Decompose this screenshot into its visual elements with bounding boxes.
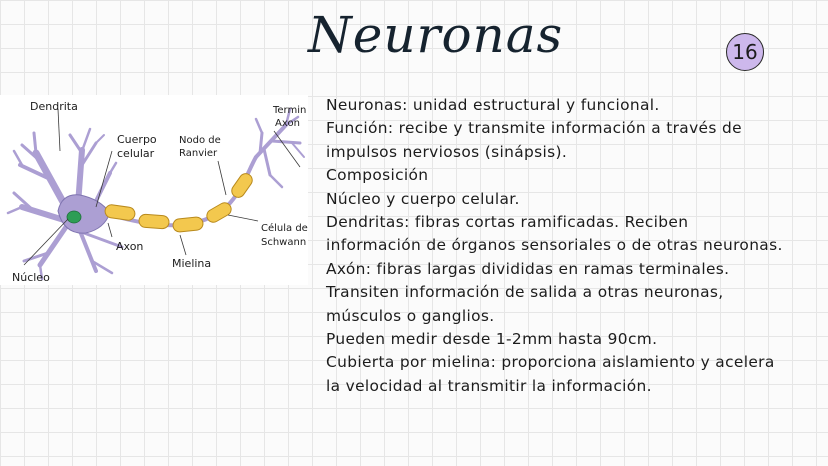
page-title: Neuronas [308,6,564,64]
nucleus [67,211,81,223]
label-terminal-2: Axon [275,118,300,129]
text-line: Transiten información de salida a otras neuronas, [326,283,724,302]
body-text [326,94,828,398]
label-cuerpo-celular-1: Cuerpo [117,133,157,146]
text-line: Axón: fibras largas divididas en ramas terminales. [326,259,730,278]
text-line: Composición [326,166,429,185]
text-line: Neuronas: unidad estructural y funcional. [326,96,660,114]
label-dendrita: Dendrita [30,100,78,113]
text-line: impulsos nerviosos (sinápsis). [326,142,568,161]
text-line: Cubierta por mielina: proporciona aislamiento y acelera [326,353,775,372]
text-line: información de órganos sensoriales o de otras neuronas. [326,236,783,255]
label-nodo-ranvier-2: Ranvier [179,148,218,159]
label-axon: Axon [116,240,144,253]
page-number-badge: 16 [726,33,764,71]
label-cuerpo-celular-2: celular [117,147,155,160]
label-mielina: Mielina [172,257,212,270]
neuron-diagram [0,95,308,285]
text-line: la velocidad al transmitir la información. [326,376,652,395]
neuron-illustration [0,95,308,285]
label-terminal-1: Termin [273,105,307,116]
leader-lines [24,109,300,265]
label-nodo-ranvier-1: Nodo de [179,135,221,146]
text-line: Núcleo y cuerpo celular. [326,189,520,208]
label-celula-schwann-1: Célula de [261,223,308,234]
text-line: músculos o ganglios. [326,306,495,325]
label-nucleo: Núcleo [12,271,50,284]
text-line: Dendritas: fibras cortas ramificadas. Reciben [326,213,689,232]
text-line: Pueden medir desde 1-2mm hasta 90cm. [326,330,658,349]
label-celula-schwann-2: Schwann [261,237,307,248]
text-line: Función: recibe y transmite información a través de [326,119,742,138]
